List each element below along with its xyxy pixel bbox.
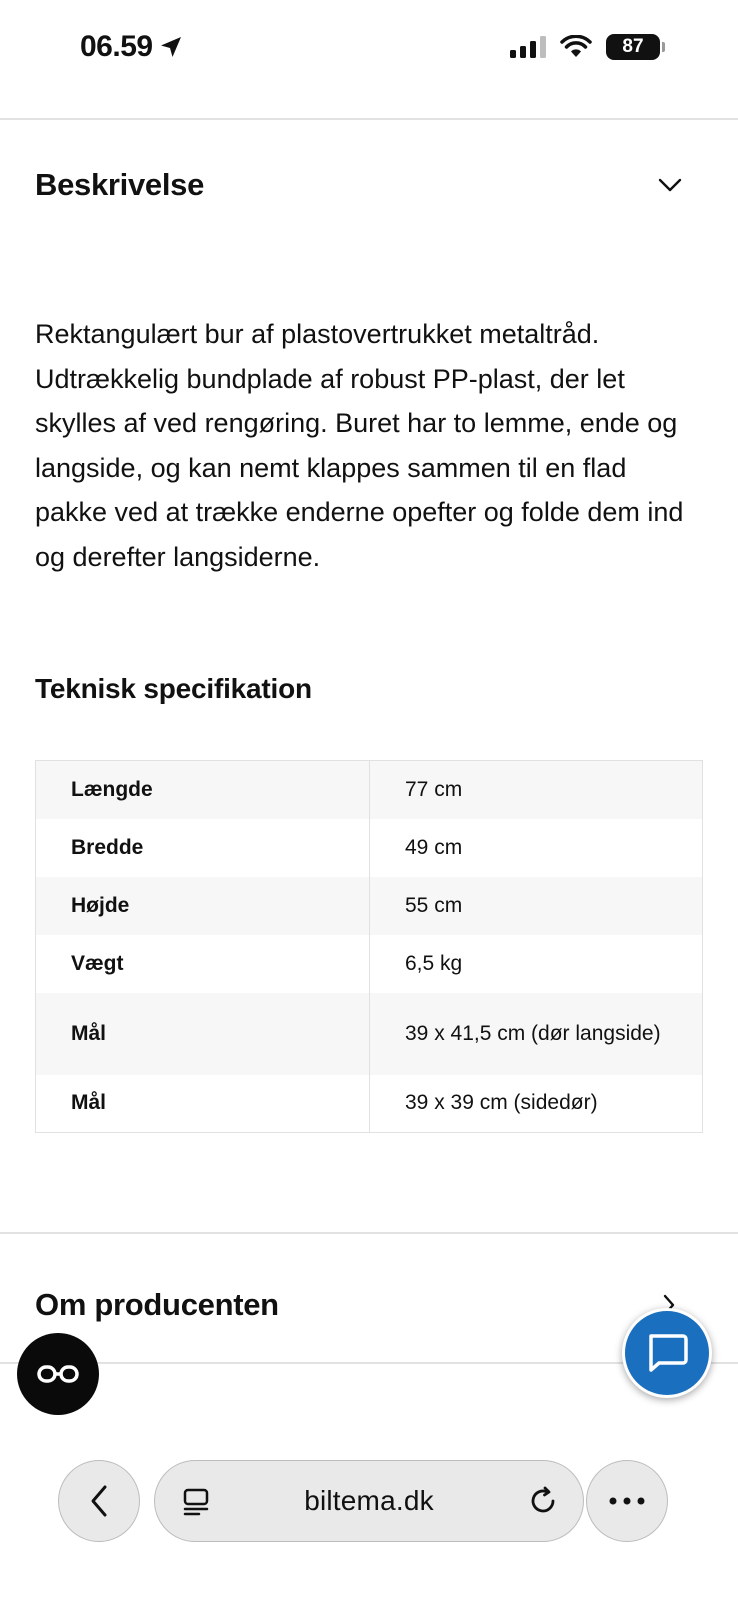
ellipsis-icon <box>609 1497 645 1505</box>
battery-icon <box>606 34 660 60</box>
chat-button[interactable] <box>622 1308 712 1398</box>
address-bar[interactable] <box>154 1460 584 1542</box>
description-accordion-header[interactable] <box>35 160 684 210</box>
table-row <box>36 819 703 877</box>
top-divider <box>0 118 738 120</box>
spec-label: Bredde <box>36 819 370 877</box>
browser-toolbar <box>0 1420 738 1600</box>
spec-value: 55 cm <box>405 893 463 917</box>
spec-label: Længde <box>36 761 370 819</box>
chat-bubble-icon <box>645 1332 689 1374</box>
wifi-icon <box>560 35 592 59</box>
table-row <box>36 761 703 819</box>
chevron-down-icon[interactable] <box>656 171 684 199</box>
tab-overview-icon[interactable] <box>181 1487 211 1517</box>
section-divider <box>0 1232 738 1234</box>
table-row <box>36 935 703 993</box>
back-button[interactable] <box>58 1460 140 1542</box>
table-row <box>36 877 703 935</box>
status-bar <box>0 0 738 100</box>
manufacturer-section-header[interactable] <box>35 1280 683 1330</box>
spec-value: 39 x 39 cm (sidedør) <box>405 1091 598 1115</box>
battery-level: 87 <box>622 36 644 57</box>
spec-label: Vægt <box>36 935 370 993</box>
url-label: biltema.dk <box>304 1485 434 1516</box>
spec-table <box>35 760 703 1133</box>
spec-label: Højde <box>36 877 370 935</box>
status-time <box>80 30 183 64</box>
time-label: 06.59 <box>80 30 153 63</box>
table-row <box>36 993 703 1075</box>
glasses-icon <box>37 1363 79 1385</box>
description-text: Rektangulært bur af plastovertrukket metaltråd. Udtrækkelig bundplade af robust PP-plast, der let skylles af ved rengøring. Buret har to lemme, ende og langside, og kan nemt klappes sammen til en flad pakke ved at trække enderne opefter og folde dem ind og derefter langsiderne. <box>35 319 684 572</box>
location-arrow-icon <box>159 35 183 59</box>
reload-icon[interactable] <box>527 1485 559 1517</box>
spec-title: Teknisk specifikation <box>35 673 312 704</box>
spec-value: 6,5 kg <box>405 951 463 975</box>
reader-button[interactable] <box>17 1333 99 1415</box>
cellular-signal-icon <box>510 36 546 58</box>
description-title: Beskrivelse <box>35 167 205 202</box>
more-button[interactable] <box>586 1460 668 1542</box>
status-icons <box>510 34 660 60</box>
spec-value: 49 cm <box>405 835 463 859</box>
manufacturer-title: Om producenten <box>35 1287 279 1322</box>
spec-label: Mål <box>36 993 370 1075</box>
chevron-left-icon <box>89 1484 109 1518</box>
spec-value: 39 x 41,5 cm (dør langside) <box>405 1021 661 1045</box>
table-row <box>36 1075 703 1133</box>
spec-value: 77 cm <box>405 777 463 801</box>
spec-label: Mål <box>36 1075 370 1133</box>
